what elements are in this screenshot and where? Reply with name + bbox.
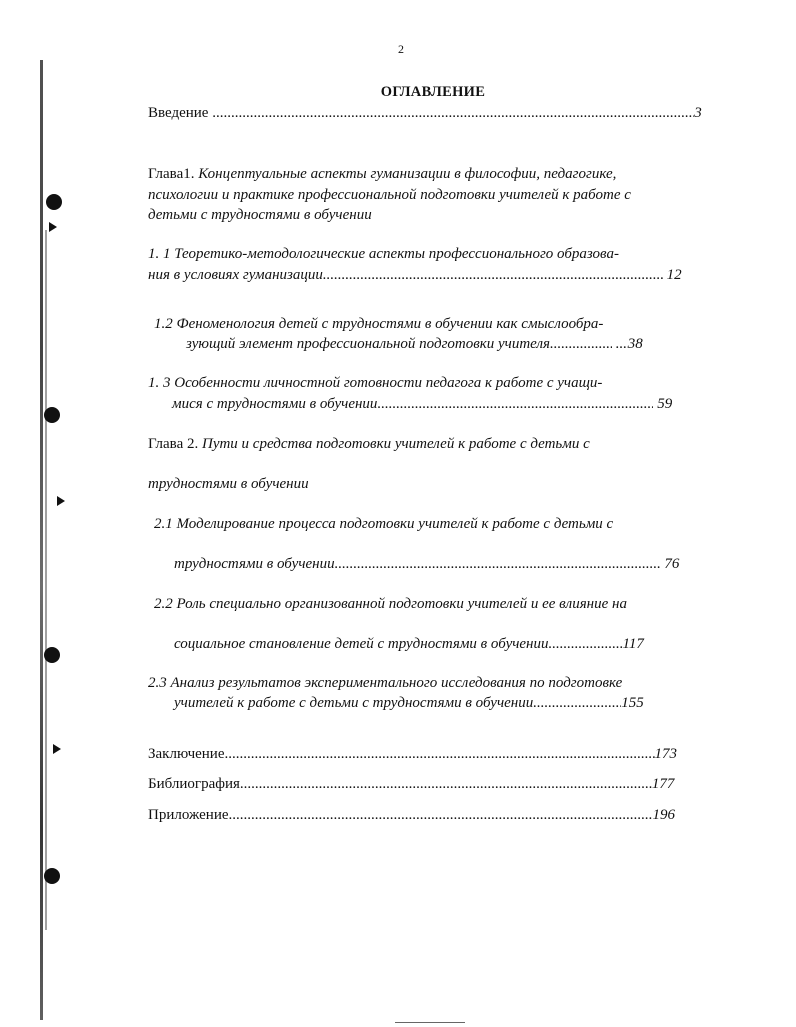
toc-section-1-1-line2[interactable] (148, 265, 682, 285)
leader-dots (229, 805, 653, 825)
scan-notch-icon (49, 222, 57, 232)
punch-hole-icon (46, 194, 62, 210)
toc-entry-label: Заключение (148, 746, 225, 762)
toc-section-1-1-line1[interactable]: 1. 1 Теоретико-методологические аспекты профессионального образова- (148, 246, 619, 262)
toc-section-1-2-line2[interactable] (186, 334, 643, 354)
toc-chapter-2-line2: трудностями в обучении (148, 476, 309, 492)
leader-dots (240, 774, 652, 794)
chapter-title: Пути и средства подготовки учителей к работе с детьми с (201, 436, 590, 452)
punch-hole-icon (44, 868, 60, 884)
scan-edge-line-secondary (45, 230, 47, 930)
toc-chapter-2-line1[interactable] (148, 434, 590, 454)
leader-dots (377, 394, 653, 414)
toc-section-2-2-line1[interactable]: 2.2 Роль специально организованной подготовки учителей и ее влияние на (154, 596, 627, 612)
leader-dots (323, 265, 663, 285)
toc-entry-label: социальное становление детей с трудностями в обучении (174, 636, 549, 652)
toc-entry-page: 3 (694, 105, 702, 121)
toc-entry-label: ния в условиях гуманизации (148, 267, 323, 283)
toc-entry-appendix[interactable] (148, 805, 675, 825)
toc-entry-page: 196 (652, 807, 676, 823)
toc-section-2-1-line1[interactable]: 2.1 Моделирование процесса подготовки учителей к работе с детьми с (154, 516, 614, 532)
leader-dots (212, 103, 694, 123)
leader-dots (533, 693, 621, 713)
toc-entry-page: 12 (666, 267, 682, 283)
toc-heading: ОГЛАВЛЕНИЕ (380, 84, 486, 100)
toc-section-2-1-line2[interactable] (174, 554, 679, 574)
chapter-prefix: Глава 2. (148, 436, 202, 452)
toc-entry-page: 155 (621, 695, 644, 711)
toc-section-2-3-line1[interactable]: 2.3 Анализ результатов экспериментального исследования по подготовке (148, 675, 623, 691)
toc-chapter-1-line2: психологии и практике профессиональной подготовки учителей к работе с (148, 187, 631, 203)
toc-chapter-1-line3: детьми с трудностями в обучении (148, 207, 372, 223)
toc-section-2-3-line2[interactable] (174, 693, 644, 713)
toc-chapter-1-line1[interactable] (148, 164, 616, 184)
toc-section-1-2-line1[interactable]: 1.2 Феноменология детей с трудностями в обучении как смыслообра- (154, 316, 604, 332)
toc-section-2-2-line2[interactable] (174, 634, 644, 654)
leader-dots (225, 744, 655, 764)
page-number: 2 (398, 42, 404, 56)
scan-bottom-mark (395, 1022, 465, 1023)
leader-dots (335, 554, 661, 574)
chapter-title: Концептуальные аспекты гуманизации в философии, педагогике, (198, 166, 617, 182)
toc-entry-label: мися с трудностями в обучении (172, 396, 378, 412)
toc-entry-intro[interactable] (148, 103, 702, 123)
toc-entry-page: 59 (657, 396, 673, 412)
toc-entry-page: 76 (664, 556, 680, 572)
toc-entry-page: 38 (627, 336, 643, 352)
punch-hole-icon (44, 407, 60, 423)
toc-entry-label: учителей к работе с детьми с трудностями в обучении (174, 695, 534, 711)
leader-dots (550, 334, 612, 354)
toc-entry-label: Библиография (148, 776, 240, 792)
leader-dots (549, 634, 623, 654)
chapter-prefix: Глава1. (148, 166, 199, 182)
toc-entry-page: 177 (651, 776, 675, 792)
toc-entry-bibliography[interactable] (148, 774, 674, 794)
toc-entry-label: Введение (148, 105, 209, 121)
punch-hole-icon (44, 647, 60, 663)
toc-entry-page: 117 (622, 636, 644, 652)
scan-edge-line (40, 60, 43, 1020)
scan-notch-icon (53, 744, 61, 754)
leader-dots (616, 334, 628, 354)
toc-entry-conclusion[interactable] (148, 744, 677, 764)
toc-entry-page: 173 (654, 746, 677, 762)
toc-entry-label: Приложение (148, 807, 229, 823)
scan-notch-icon (57, 496, 65, 506)
toc-section-1-3-line2[interactable] (172, 394, 672, 414)
toc-entry-label: зующий элемент профессиональной подготовки учителя (186, 336, 550, 352)
toc-section-1-3-line1[interactable]: 1. 3 Особенности личностной готовности педагога к работе с учащи- (148, 375, 603, 391)
toc-entry-label: трудностями в обучении (174, 556, 335, 572)
